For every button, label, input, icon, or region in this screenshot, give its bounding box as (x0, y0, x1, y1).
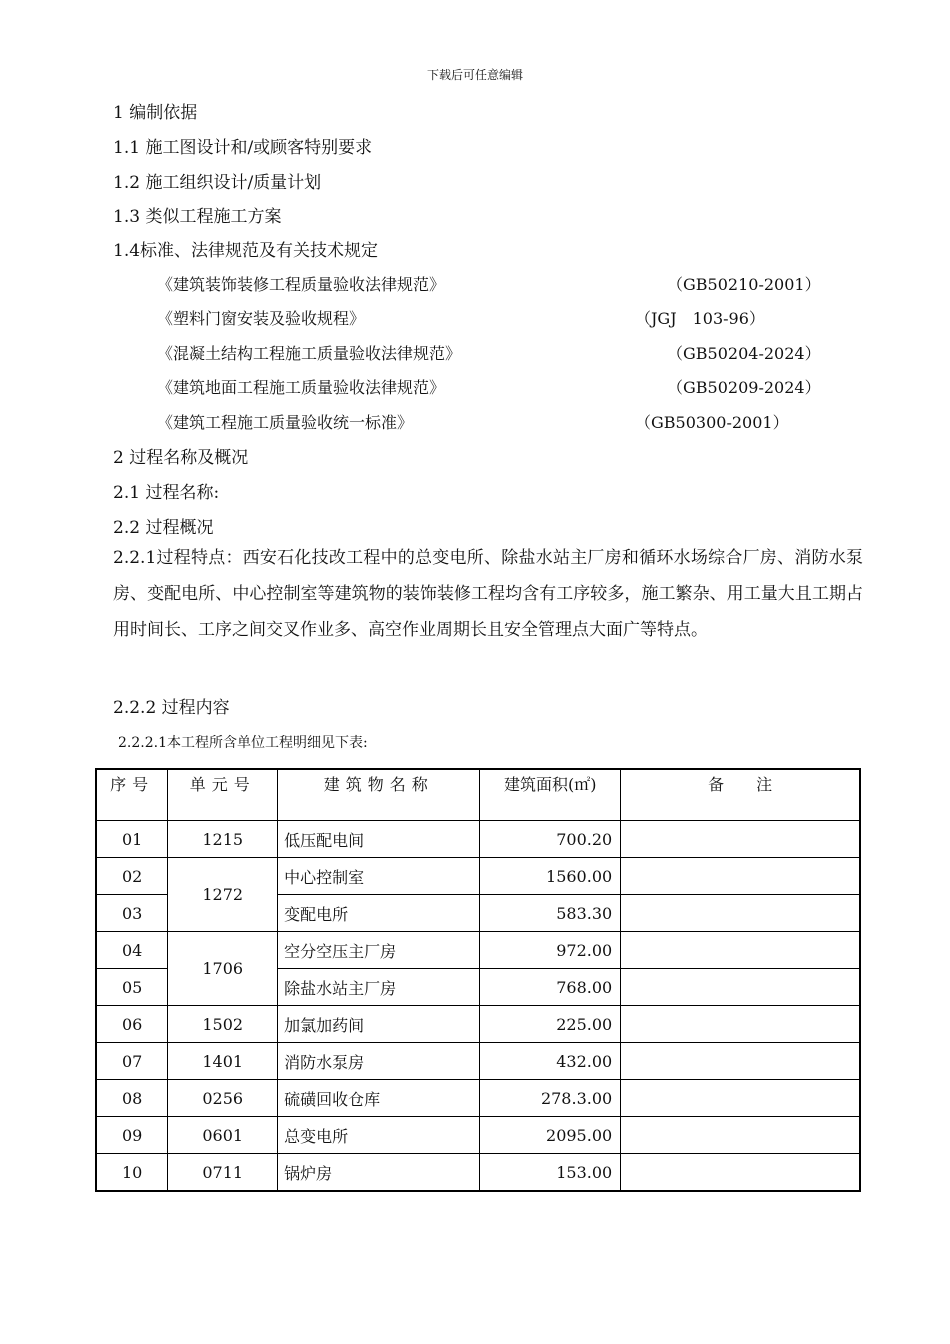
cell-area: 1560.00 (480, 858, 621, 895)
unit-project-table (95, 768, 861, 1192)
reference-item (157, 410, 817, 432)
cell-area: 432.00 (480, 1043, 621, 1080)
col-header-building-name: 建筑物名称 (278, 769, 480, 821)
cell-building-name: 变配电所 (278, 895, 480, 932)
cell-unit: 1706 (168, 932, 278, 1006)
section-1-4: 1.4标准、法律规范及有关技术规定 (113, 241, 379, 261)
reference-title: 《塑料门窗安装及验收规程》 (157, 309, 366, 328)
table-header-row (96, 769, 860, 821)
cell-area: 972.00 (480, 932, 621, 969)
cell-unit: 0711 (168, 1154, 278, 1192)
cell-note (621, 1006, 860, 1043)
process-features-paragraph: 2.2.1过程特点：西安石化技改工程中的总变电所、除盐水站主厂房和循环水场综合厂房、消防水泵房、变配电所、中心控制室等建筑物的装饰装修工程均含有工序较多，施工繁杂、用工量大且工期占用时间长、工序之间交叉作业多、高空作业周期长且安全管理点大面广等特点。 (113, 548, 863, 640)
table-row (96, 1043, 860, 1080)
cell-unit: 1401 (168, 1043, 278, 1080)
cell-number: 07 (96, 1043, 168, 1080)
cell-area: 768.00 (480, 969, 621, 1006)
cell-number: 04 (96, 932, 168, 969)
cell-area: 153.00 (480, 1154, 621, 1192)
col-header-note: 备 注 (621, 769, 860, 821)
reference-title: 《建筑装饰装修工程质量验收法律规范》 (157, 275, 446, 294)
cell-building-name: 消防水泵房 (278, 1043, 480, 1080)
page-header: 下载后可任意编辑 (426, 68, 523, 82)
reference-code: （GB50209-2024） (667, 378, 821, 397)
section-1-heading: 1 编制依据 (113, 103, 198, 123)
section-2-1: 2.1 过程名称: (113, 483, 220, 503)
reference-item (157, 272, 821, 294)
cell-note (621, 1154, 860, 1192)
cell-building-name: 空分空压主厂房 (278, 932, 480, 969)
section-1-1: 1.1 施工图设计和/或顾客特别要求 (113, 138, 373, 158)
section-2-2-2: 2.2.2 过程内容 (113, 698, 230, 718)
cell-building-name: 低压配电间 (278, 821, 480, 858)
cell-building-name: 加氯加药间 (278, 1006, 480, 1043)
col-header-unit: 单元号 (168, 769, 278, 821)
cell-note (621, 969, 860, 1006)
cell-note (621, 932, 860, 969)
cell-area: 583.30 (480, 895, 621, 932)
reference-item (157, 341, 821, 363)
section-1-3: 1.3 类似工程施工方案 (113, 207, 282, 227)
reference-item (157, 375, 821, 397)
section-1-2: 1.2 施工组织设计/质量计划 (113, 173, 322, 193)
cell-number: 05 (96, 969, 168, 1006)
section-2-heading: 2 过程名称及概况 (113, 448, 249, 468)
reference-code: （JGJ 103-96） (635, 309, 765, 328)
table-row (96, 1006, 860, 1043)
cell-area: 278.3.00 (480, 1080, 621, 1117)
table-row (96, 932, 860, 969)
cell-number: 01 (96, 821, 168, 858)
cell-unit: 1215 (168, 821, 278, 858)
cell-note (621, 821, 860, 858)
reference-code: （GB50210-2001） (667, 275, 821, 294)
cell-building-name: 锅炉房 (278, 1154, 480, 1192)
cell-unit: 1502 (168, 1006, 278, 1043)
cell-area: 225.00 (480, 1006, 621, 1043)
cell-number: 02 (96, 858, 168, 895)
cell-number: 10 (96, 1154, 168, 1192)
table-row (96, 1154, 860, 1192)
cell-building-name: 中心控制室 (278, 858, 480, 895)
reference-code: （GB50300-2001） (635, 413, 789, 432)
reference-item (157, 306, 817, 328)
col-header-number: 序号 (96, 769, 168, 821)
cell-number: 03 (96, 895, 168, 932)
reference-code: （GB50204-2024） (667, 344, 821, 363)
section-2-2: 2.2 过程概况 (113, 518, 214, 538)
cell-area: 700.20 (480, 821, 621, 858)
table-row (96, 1080, 860, 1117)
cell-unit: 1272 (168, 858, 278, 932)
cell-note (621, 1080, 860, 1117)
reference-title: 《混凝土结构工程施工质量验收法律规范》 (157, 344, 462, 363)
col-header-area: 建筑面积(㎡) (480, 769, 621, 821)
cell-area: 2095.00 (480, 1117, 621, 1154)
cell-unit: 0256 (168, 1080, 278, 1117)
cell-building-name: 硫磺回收仓库 (278, 1080, 480, 1117)
table-row (96, 858, 860, 895)
table-row (96, 821, 860, 858)
section-2-2-2-1: 2.2.2.1本工程所含单位工程明细见下表: (118, 735, 368, 751)
cell-number: 09 (96, 1117, 168, 1154)
cell-number: 06 (96, 1006, 168, 1043)
table-row (96, 1117, 860, 1154)
cell-unit: 0601 (168, 1117, 278, 1154)
cell-building-name: 除盐水站主厂房 (278, 969, 480, 1006)
cell-note (621, 858, 860, 895)
cell-note (621, 1043, 860, 1080)
cell-number: 08 (96, 1080, 168, 1117)
cell-note (621, 895, 860, 932)
reference-title: 《建筑地面工程施工质量验收法律规范》 (157, 378, 446, 397)
cell-building-name: 总变电所 (278, 1117, 480, 1154)
reference-title: 《建筑工程施工质量验收统一标准》 (157, 413, 414, 432)
cell-note (621, 1117, 860, 1154)
